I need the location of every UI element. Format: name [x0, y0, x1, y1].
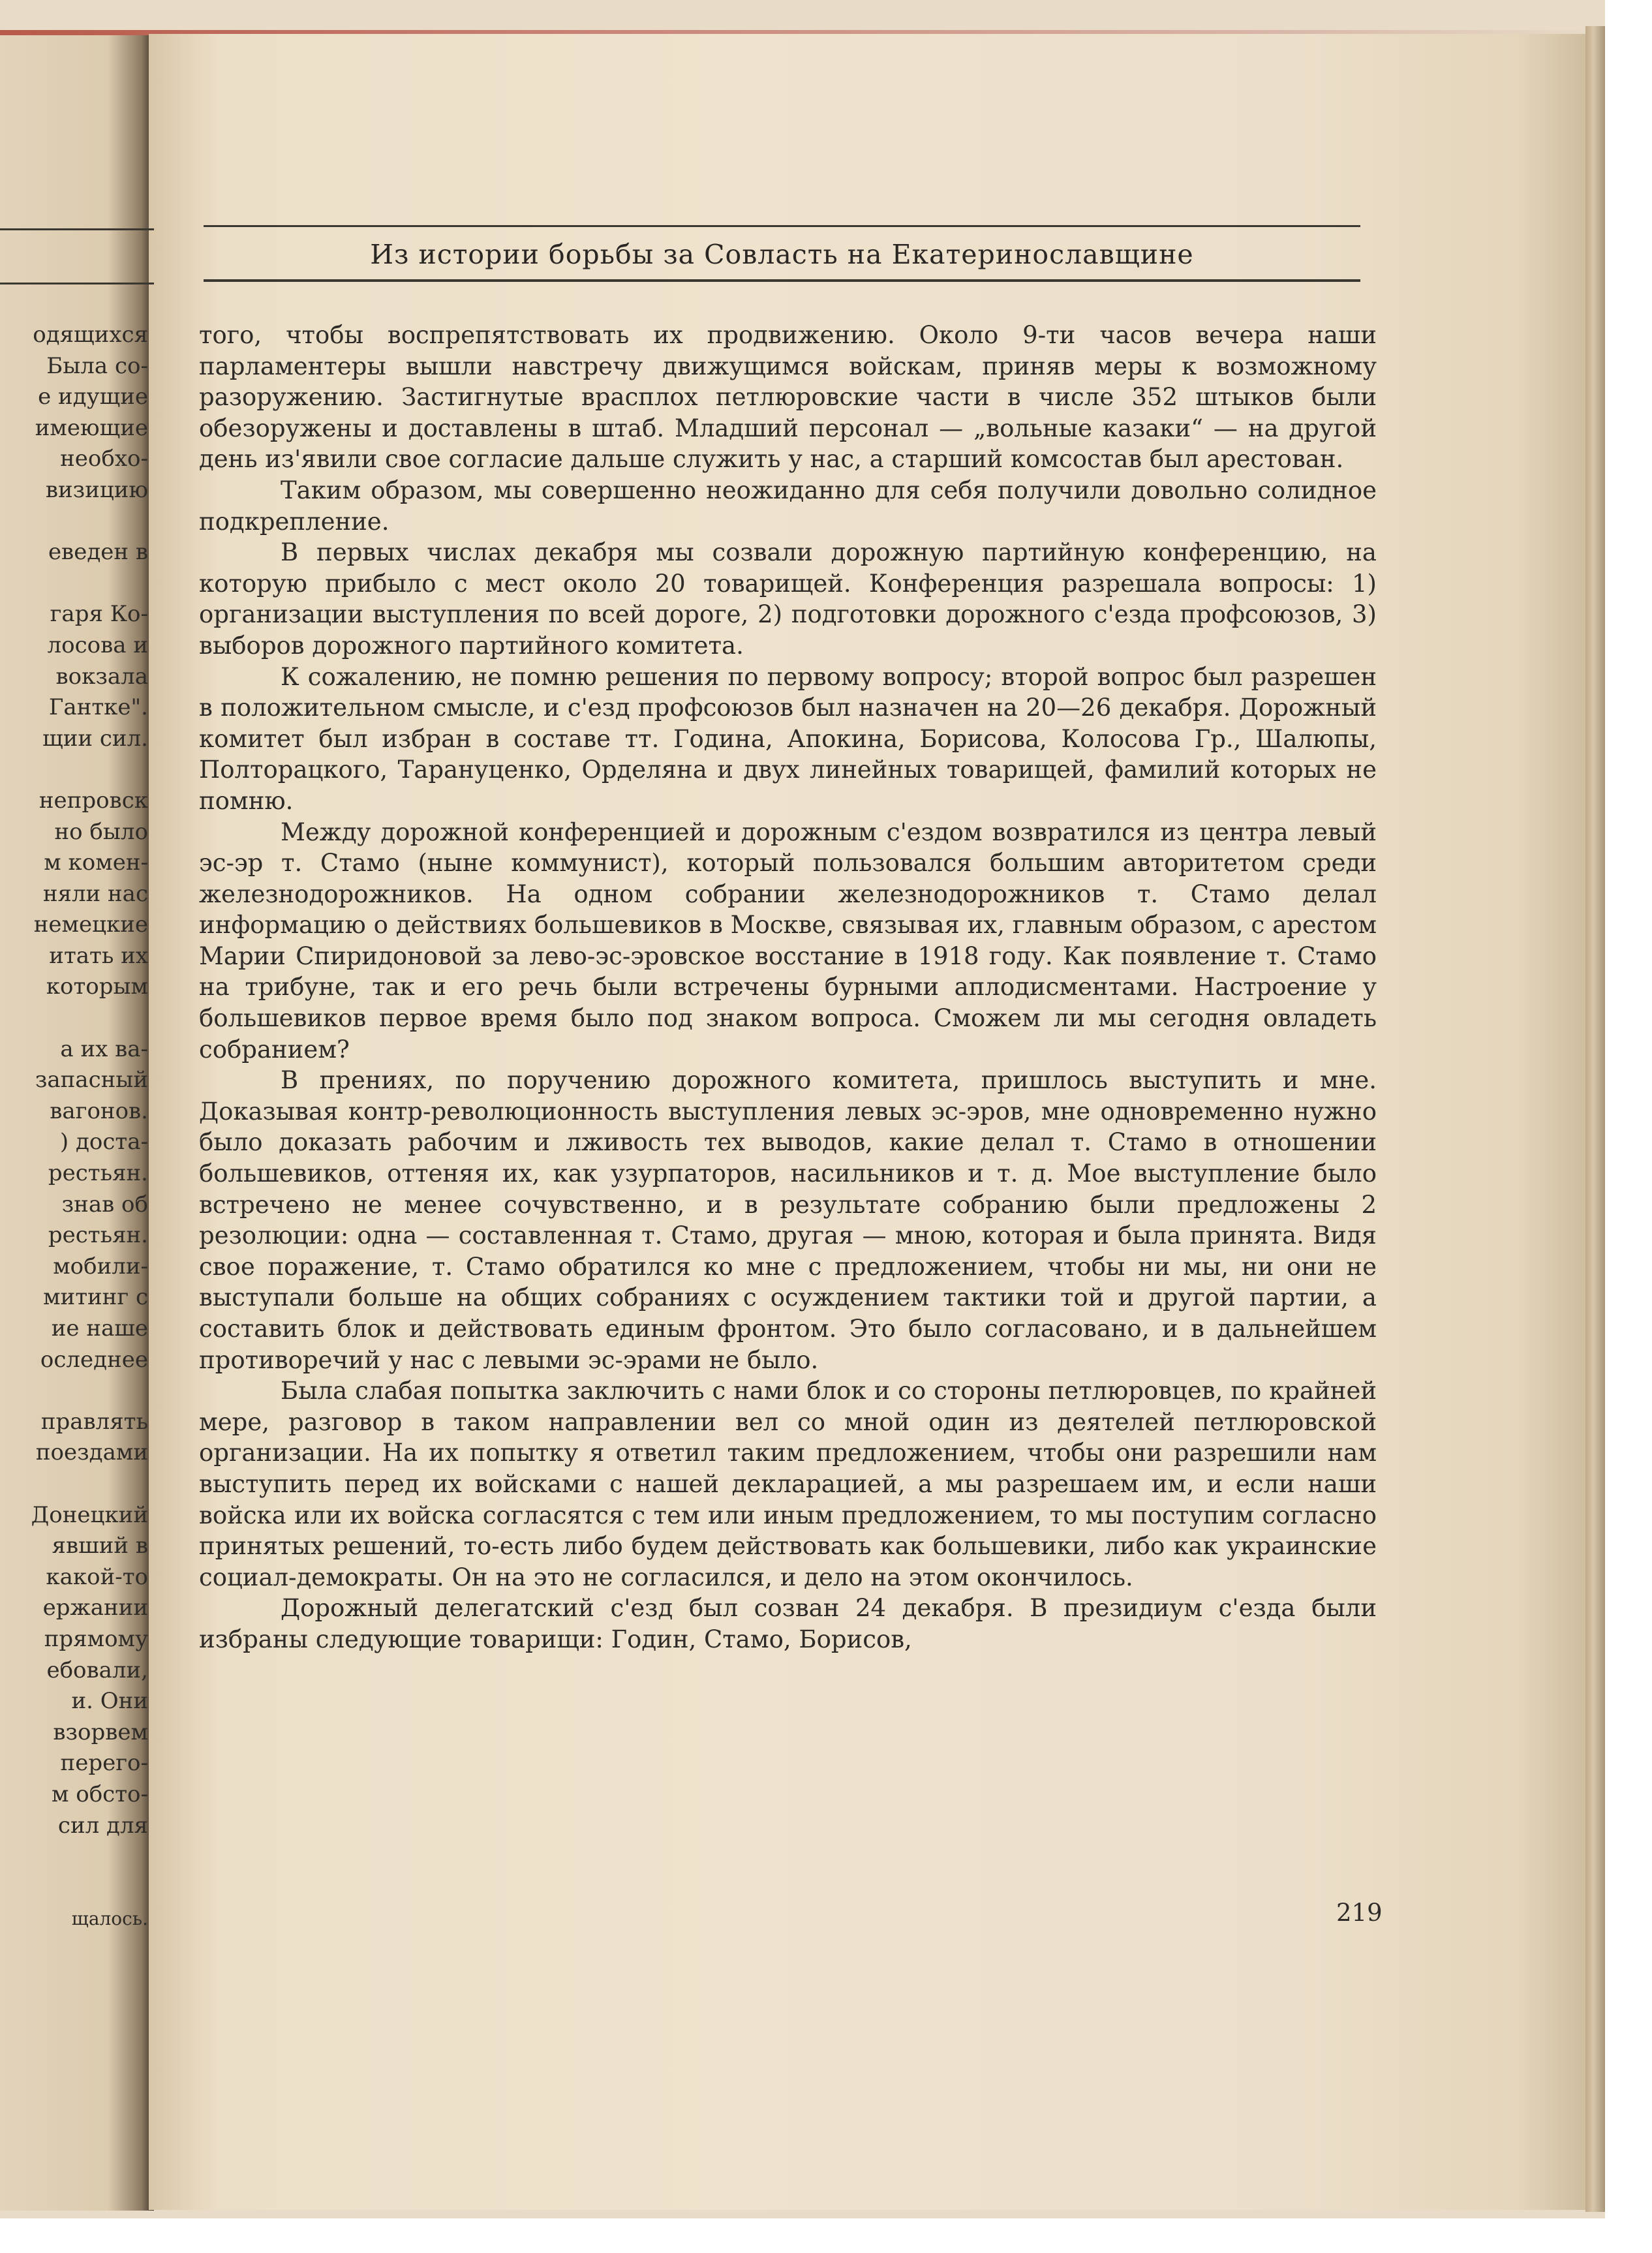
facing-page-line: митинг с [43, 1284, 148, 1311]
facing-page-line: немецкие [33, 912, 148, 938]
facing-page-line: и. Они [71, 1688, 148, 1715]
paragraph: В первых числах декабря мы созвали дорожную партийную конференцию, на которую прибыло с мест около 20 товарищей. Конференция разрешала вопросы: 1) организации выступления по всей дороге, 2) подготовки дорожного с'езда профсоюзов, 3) выборов дорожного партийного комитета. [199, 538, 1377, 660]
page-edge [1585, 26, 1605, 2212]
facing-page-line: одящихся [33, 322, 148, 348]
facing-page-gap [0, 1375, 148, 1407]
facing-page-gap [0, 506, 148, 538]
facing-page-line: поездами [35, 1439, 148, 1466]
facing-page-line: вокзала [55, 663, 148, 690]
facing-page-line: итать их [49, 942, 148, 969]
body-text [199, 320, 1377, 1655]
facing-page-text [0, 320, 148, 1935]
page-number: 219 [1336, 1899, 1383, 1927]
facing-page-gap [0, 568, 148, 600]
paragraph: К сожалению, не помню решения по первому вопросу; второй вопрос был разрешен в положительном смысле, и с'езд профсоюзов был назначен на 20—26 декабря. Дорожный комитет был избран в составе тт. Година, Апокина, Борисова, Колосова Гр., Шалюпы, Полторацкого, Тарануценко, Орделяна и двух линейных товарищей, фамилий которых не помню. [199, 662, 1377, 815]
facing-page-line: ебовали, [46, 1657, 148, 1683]
facing-page-line: перего- [60, 1750, 148, 1777]
facing-page-line: прямому [44, 1625, 148, 1652]
paragraph: Дорожный делегатский с'езд был созван 24 декабря. В президиум с'езда были избраны следующие товарищи: Годин, Стамо, Борисов, [199, 1594, 1377, 1653]
running-head: Из истории борьбы за Совласть на Екатеринославщине [370, 239, 1194, 270]
facing-page-line: правлять [40, 1408, 148, 1435]
facing-page-line: ие наше [51, 1315, 148, 1341]
facing-page-line: е идущие [38, 384, 148, 410]
facing-page-gap [0, 1873, 148, 1904]
facing-page-line: лосова и [47, 632, 148, 658]
facing-page-line: но было [54, 818, 148, 845]
facing-page-line: ) доста- [59, 1129, 148, 1156]
facing-page-line: запасный [35, 1067, 148, 1094]
facing-page-line: рестьян. [48, 1222, 148, 1249]
facing-page-line: гаря Ко- [50, 601, 148, 628]
paragraph: Таким образом, мы совершенно неожиданно для себя получили довольно солидное подкрепление. [199, 476, 1377, 536]
facing-page-line: знав об [61, 1191, 148, 1218]
facing-page-line: еведен в [48, 539, 148, 566]
facing-page-line: необхо- [60, 446, 148, 472]
facing-page-line: явший в [52, 1533, 148, 1559]
facing-page-gap [0, 1469, 148, 1500]
paragraph: того, чтобы воспрепятствовать их продвижению. Около 9-ти часов вечера наши парламентеры вышли навстречу движущимся войскам, приняв меры к возможному разоружению. Застигнутые врасплох петлюровские части в числе 352 штыков были обезоружены и доставлены в штаб. Младший персонал — „вольные казаки“ — на другой день из'явили свое согласие дальше служить у нас, а старший комсостав был арестован. [199, 321, 1377, 474]
facing-page-line: Гантке". [48, 694, 148, 721]
facing-page-line: взорвем [53, 1719, 148, 1745]
facing-page-line: непровск [38, 787, 148, 814]
paragraph: В прениях, по поручению дорожного комитета, пришлось выступить и мне. Доказывая контр-революционность выступления левых эс-эров, мне одновременно нужно было доказать рабочим и лживость тех выводов, какие делал т. Стамо в отношении большевиков, оттеняя их, как узурпаторов, насильников и т. д. Мое выступление было встречено не менее сочувственно, и в результате собранию были предложены 2 резолюции: одна — составленная т. Стамо, другая — мною, которая и была принята. Видя свое поражение, т. Стамо обратился ко мне с предложением, чтобы ни мы, ни они не выступали больше на общих собраниях с осуждением тактики той и другой партии, а составить блок и действовать единым фронтом. Это было согласовано, и в дальнейшем противоречий у нас с левыми эс-эрами не было. [199, 1066, 1377, 1374]
header-rule-bottom [204, 279, 1360, 282]
facing-page-rule [0, 283, 154, 284]
facing-page-gap [0, 1841, 148, 1873]
header-rule-top [204, 225, 1360, 227]
facing-page-line: Донецкий [31, 1501, 148, 1528]
facing-page-line: имеющие [35, 414, 148, 441]
facing-page-line: ержании [42, 1595, 148, 1621]
facing-page-line: сил для [57, 1812, 148, 1839]
paragraph: Была слабая попытка заключить с нами блок и со стороны петлюровцев, по крайней мере, разговор в таком направлении вел со мной один из деятелей петлюровской организации. На их попытку я ответил таким предложением, чтобы они разрешили нам выступить перед их войсками с нашей декларацией, а мы разрешаем им, и если наши войска или их войска согласятся с тем или иным предложением, то мы поступим согласно принятых решений, то-есть либо будем действовать как большевики, либо как украинские социал-демократы. Он на это не согласился, и дело на этом окончилось. [199, 1377, 1377, 1591]
facing-page-gap [0, 754, 148, 786]
facing-page-line: няли нас [42, 880, 148, 907]
facing-page-line: которым [46, 973, 148, 1000]
facing-page-rule [0, 228, 154, 230]
facing-page-gap [0, 1003, 148, 1034]
facing-page-line: щии сил. [42, 725, 148, 752]
facing-page-line: какой-то [46, 1563, 148, 1590]
facing-page-line: а их ва- [60, 1035, 148, 1062]
facing-page-line: мобили- [53, 1253, 148, 1280]
facing-page-line: рестьян. [48, 1160, 148, 1187]
facing-page-line: вагонов. [50, 1097, 148, 1124]
facing-page-line: м обсто- [51, 1781, 148, 1807]
facing-page-line: Была со- [46, 352, 148, 379]
paragraph: Между дорожной конференцией и дорожным с'ездом возвратился из центра левый эс-эр т. Стамо (ныне коммунист), который пользовался большим авторитетом среди железнодорожников. На одном собрании железнодорожников т. Стамо делал информацию о действиях большевиков в Москве, связывая их, главным образом, с арестом Марии Спиридоновой за лево-эс-эровское восстание в 1918 году. Как появление т. Стамо на трибуне, так и его речь были встречены бурными аплодисментами. Настроение у большевиков первое время было под знаком вопроса. Сможем ли мы сегодня овладеть собранием? [199, 818, 1377, 1064]
facing-page-line: визицию [45, 476, 148, 503]
facing-page-line: оследнее [40, 1346, 148, 1373]
facing-page-line: щалось. [71, 1908, 148, 1930]
facing-page-line: м комен- [44, 850, 148, 876]
